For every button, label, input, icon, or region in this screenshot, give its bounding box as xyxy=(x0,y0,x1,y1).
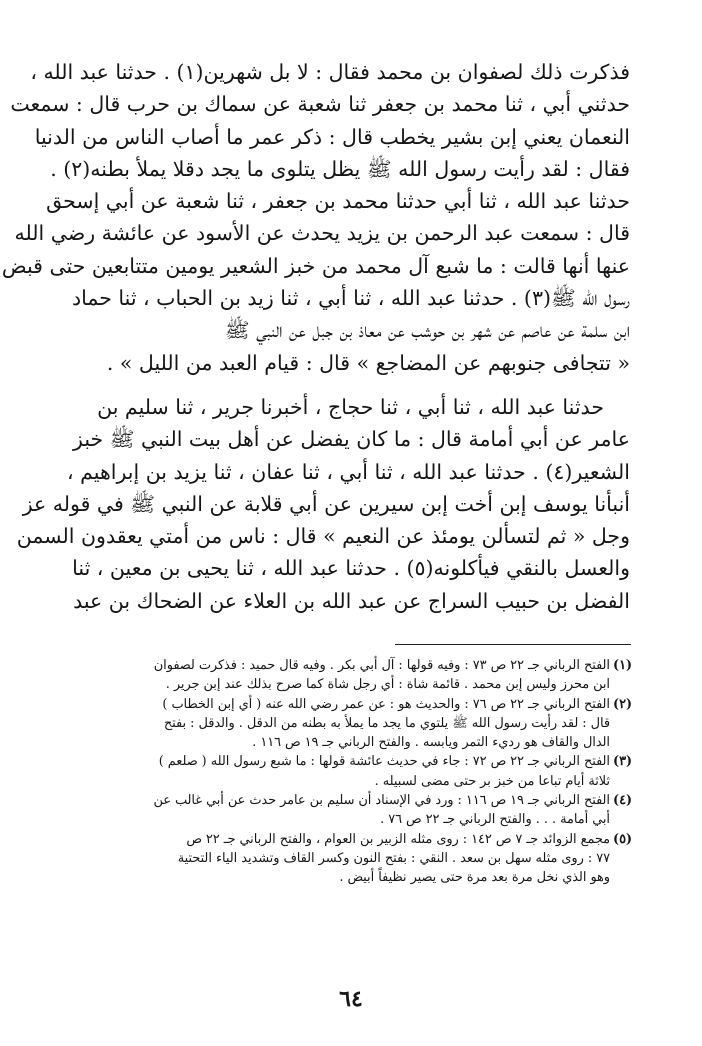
text-line: والعسل بالنقي فيأكلونه(٥) . حدثنا عبد الله ، ثنا يحيى بن معين ، ثنا xyxy=(72,556,630,581)
footnote-separator xyxy=(395,644,631,645)
text-line: فقال : لقد رأيت رسول الله ﷺ يظل يتلوى ما يجد دقلا يملأ بطنه(٢) . xyxy=(50,156,630,181)
text-line: النعمان يعني إبن بشير يخطب قال : ذكر عمر ما أصاب الناس من الدنيا xyxy=(34,124,630,149)
page-number: ٦٤ xyxy=(339,986,363,1012)
footnotes xyxy=(58,656,632,888)
text-line: أنبأنا يوسف إبن أخت إبن سيرين عن أبي قلابة عن النبي ﷺ في قوله عز xyxy=(22,491,630,516)
text-line: ابن سلمة عن عاصم عن شهر بن حوشب عن معاذ بن جبل عن النبي ﷺ xyxy=(224,318,630,343)
text-line: حدثنا عبد الله ، ثنا أبي ، ثنا حجاج ، أخبرنا جرير ، ثنا سليم بن xyxy=(97,394,604,419)
footnote-line: ٧٧ : روى مثله سهل بن سعد . النقي : بفتح النون وكسر القاف وتشديد الياء التحتية xyxy=(177,850,610,866)
footnote-line: الدال والقاف هو رديء التمر ويابسه . والفتح الرباني جـ ١٩ ص ١١٦ . xyxy=(252,735,610,751)
footnote-line: قال : لقد رأيت رسول الله ﷺ يلتوي ما يجد ما يملأ به بطنه من الدقل . والدقل : بفتح xyxy=(163,715,610,731)
footnote-number: (١) xyxy=(613,658,632,673)
footnote-5 xyxy=(58,830,632,888)
footnote-1 xyxy=(58,656,632,695)
text-line: عنها أنها قالت : ما شبع آل محمد من خبز الشعير يومين متتابعين حتى قبض xyxy=(1,253,630,278)
text-line: قال : سمعت عبد الرحمن بن يزيد يحدث عن الأسود عن عائشة رضي الله xyxy=(14,221,630,246)
footnote-number: (٥) xyxy=(613,831,632,847)
footnote-line: الفتح الرباني جـ ٢٢ ص ٧٦ : والحديث هو : عن عمر رضي الله عنه ( أي إبن الخطاب ) xyxy=(162,696,610,712)
text-line: حدثني أبي ، ثنا محمد بن جعفر ثنا شعبة عن سماك بن حرب قال : سمعت xyxy=(10,92,630,117)
footnote-line: ثلاثة أيام تباعا من خبز بر حتى مضى لسبيله . xyxy=(374,773,610,789)
footnote-number: (٣) xyxy=(613,754,632,770)
footnote-line: الفتح الرباني جـ ٢٢ ص ٧٣ : وفيه قولها : آل أبي بكر . وفيه قال حميد : فذكرت لصفوان xyxy=(153,658,610,673)
text-line: الفضل بن حبيب السراج عن عبد الله بن العلاء عن الضحاك بن عبد xyxy=(73,588,630,613)
footnote-3 xyxy=(58,752,632,791)
text-line: « تتجافى جنوبهم عن المضاجع » قال : قيام العبد من الليل » . xyxy=(106,350,630,375)
main-text xyxy=(1,56,630,617)
footnote-line: الفتح الرباني جـ ٢٢ ص ٧٢ : جاء في حديث عائشة قولها : ما شبع رسول الله ( صلعم ) xyxy=(158,754,610,770)
footnote-number: (٢) xyxy=(613,696,632,712)
footnote-line: ابن محرز وليس إبن محمد . قائمة شاة : أي رجل شاة كما صرح بذلك عند إبن جرير . xyxy=(165,677,610,693)
footnote-2 xyxy=(58,695,632,753)
footnote-number: (٤) xyxy=(613,793,632,809)
text-line: عامر عن أبي أمامة قال : ما كان يفضل عن أهل بيت النبي ﷺ خبز xyxy=(73,427,630,452)
footnote-line: مجمع الزوائد جـ ٧ ص ١٤٢ : روى مثله الزبير بن العوام ، والفتح الرباني جـ ٢٢ ص xyxy=(186,831,610,847)
text-line: رسول الله ﷺ(٣) . حدثنا عبد الله ، ثنا أبي ، ثنا زيد بن الحباب ، ثنا حماد xyxy=(71,286,630,311)
footnote-line: أبي أمامة . . . والفتح الرباني جـ ٢٢ ص ٧٦ . xyxy=(380,812,610,828)
text-line: وجل « ثم لتسألن يومئذ عن النعيم » قال : ناس من أمتي يعقدون السمن xyxy=(16,524,630,549)
text-line: الشعير(٤) . حدثنا عبد الله ، ثنا أبي ، ثنا عفان ، ثنا يزيد بن إبراهيم ، xyxy=(67,459,630,484)
text-line: فذكرت ذلك لصفوان بن محمد فقال : لا بل شهرين(١) . حدثنا عبد الله ، xyxy=(30,60,630,84)
footnote-4 xyxy=(58,791,632,830)
footnote-line: وهو الذي نخل مرة بعد مرة حتى يصير نظيفاً أبيض . xyxy=(339,870,610,886)
footnote-line: الفتح الرباني جـ ١٩ ص ١١٦ : ورد في الإسناد أن سليم بن عامر حدث عن أبي غالب عن xyxy=(153,793,610,809)
text-line: حدثنا عبد الله ، ثنا أبي حدثنا محمد بن جعفر ، ثنا شعبة عن أبي إسحق xyxy=(46,189,630,214)
